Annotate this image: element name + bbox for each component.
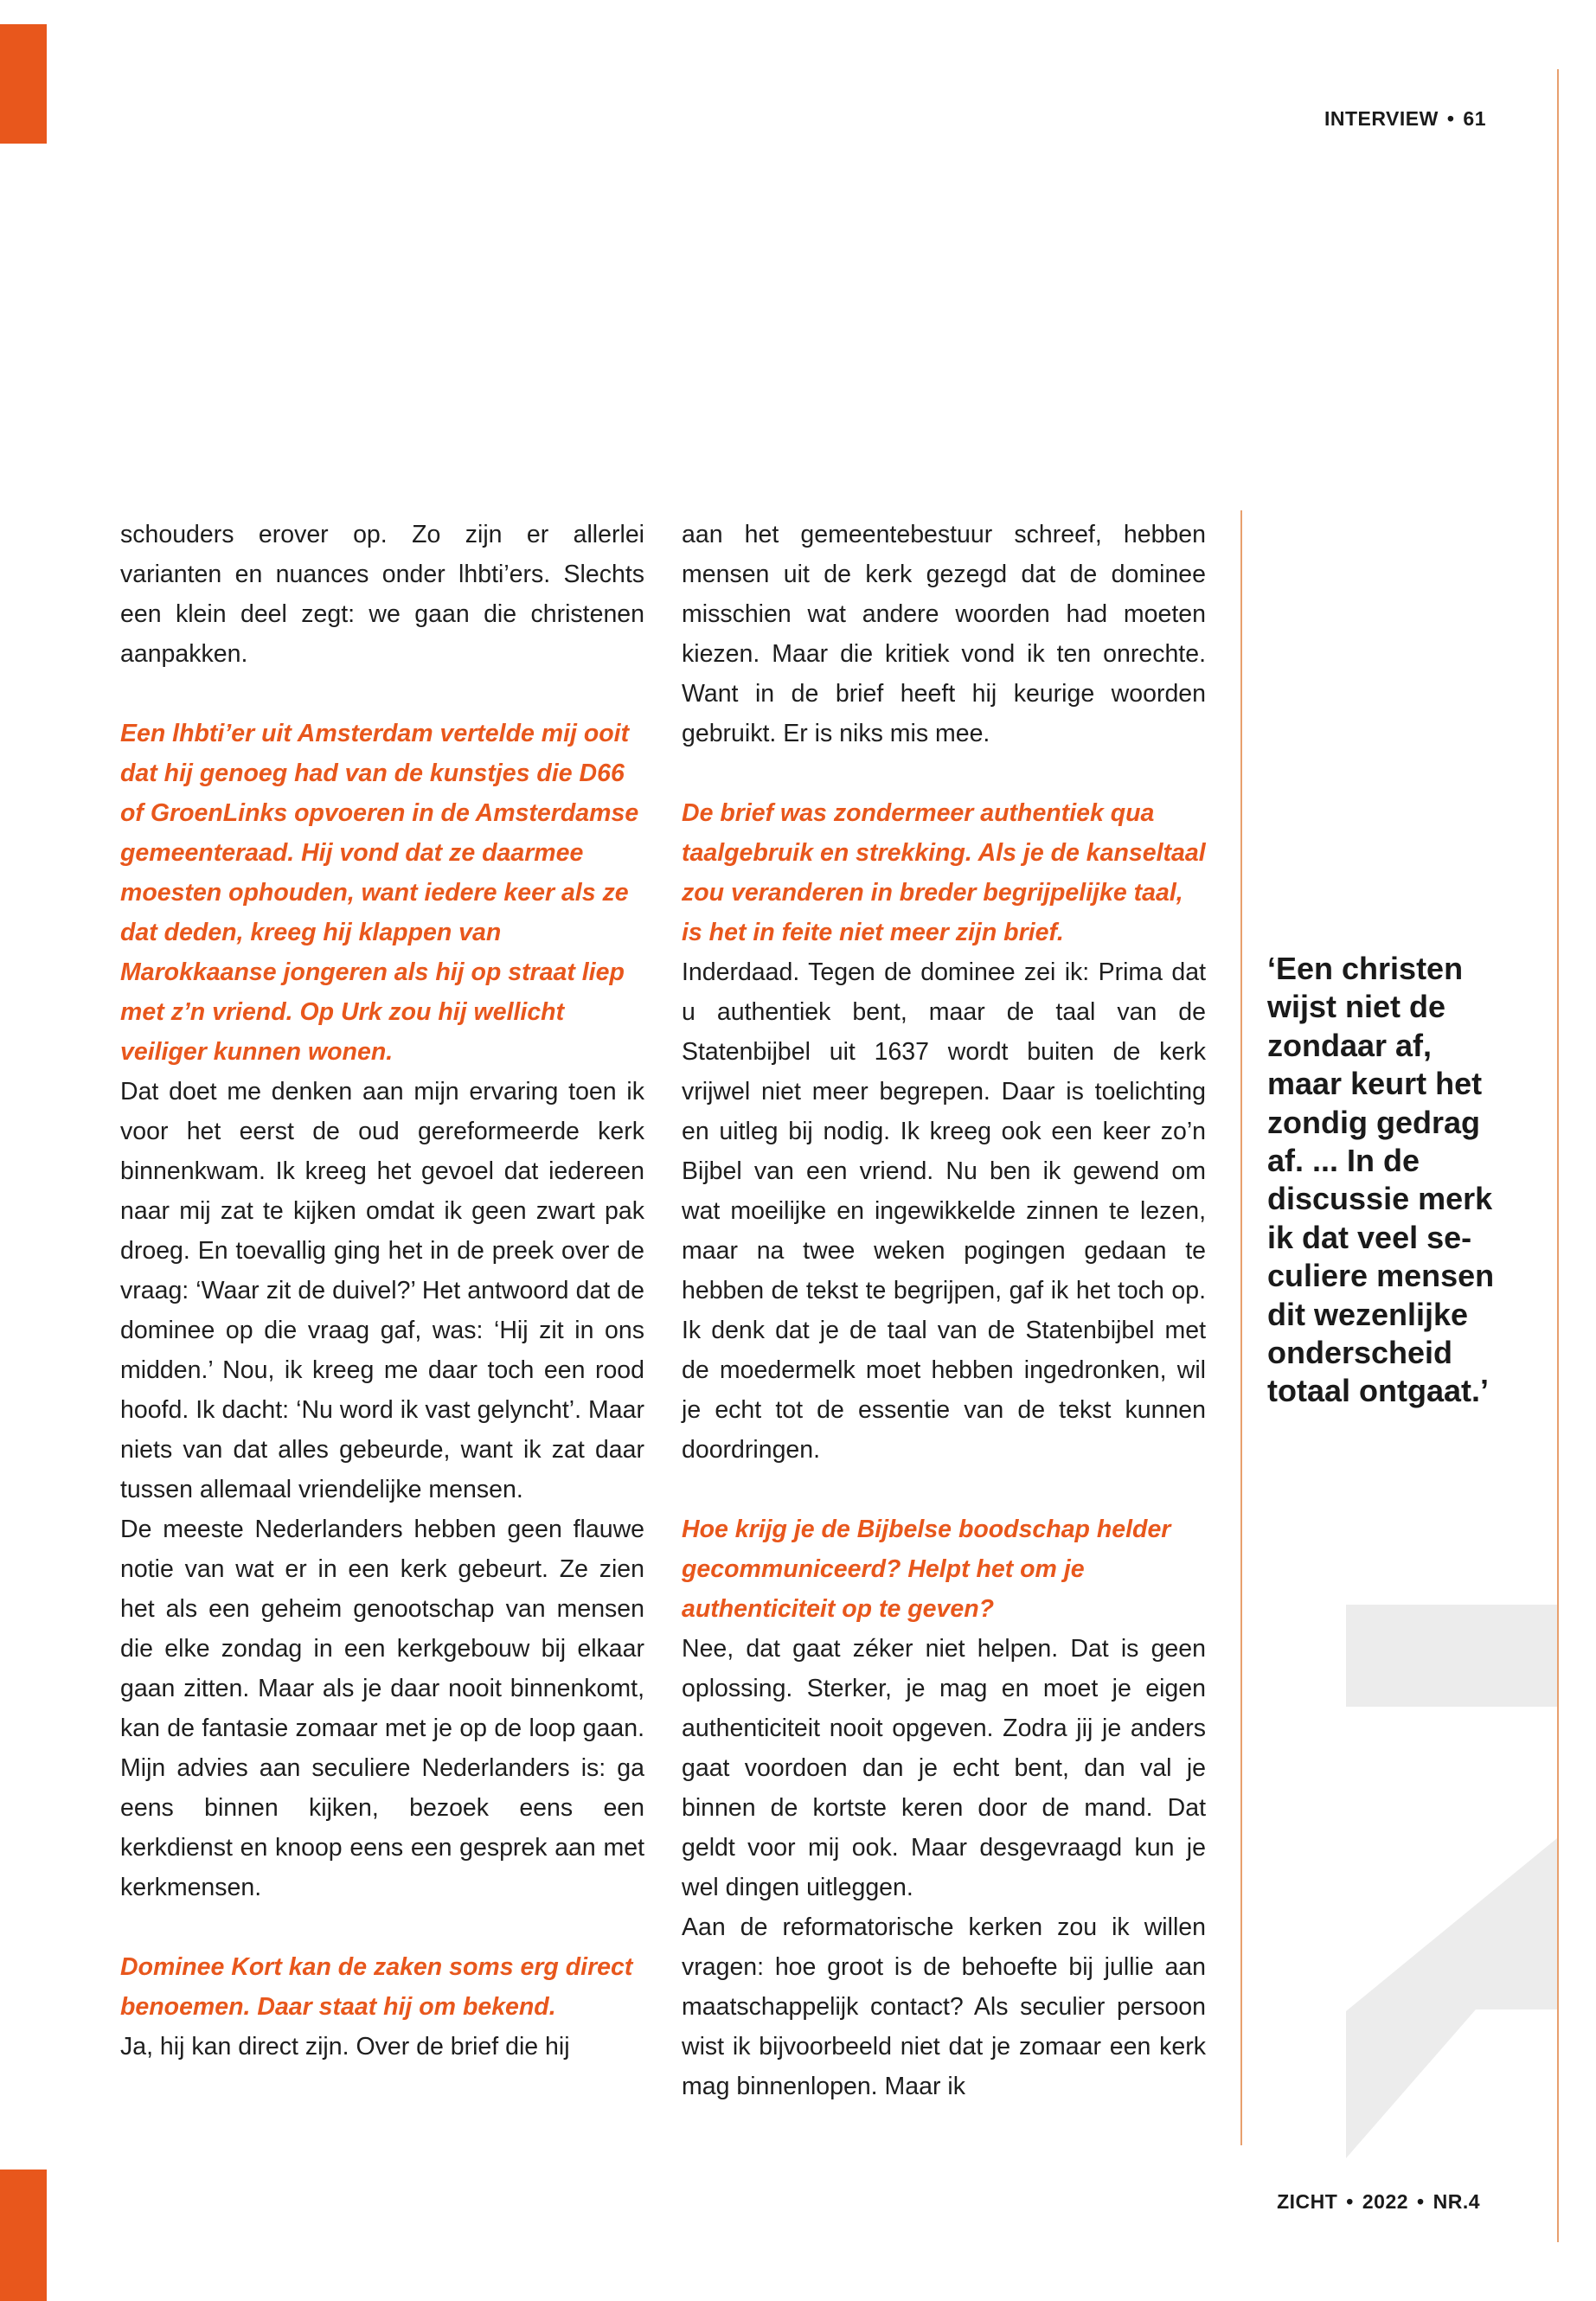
body-paragraph: Dat doet me denken aan mijn ervaring toen ik voor het eerst de oud gereformeerde kerk binnenkwam. Ik kreeg het gevoel dat iedereen naar mij zat te kijken omdat ik geen zwart pak droeg. En toevallig ging het in de preek over de vraag: ‘Waar zit de duivel?’ Het antwoord dat de dominee op die vraag gaf, was: ‘Hij zit in ons midden.’ Nou, ik kreeg me daar toch een rood hoofd. Ik dacht: ‘Nu word ik vast gelyncht’. Maar niets van dat alles gebeurde, want ik zat daar tussen allemaal vriendelijke mensen.	[120, 1078, 644, 1503]
body-paragraph: Inderdaad. Tegen de dominee zei ik: Prima dat u authentiek bent, maar de taal van de Statenbijbel uit 1637 wordt buiten de kerk vrijwel niet meer begrepen. Daar is toelichting en uitleg bij nodig. Ik kreeg ook een keer zo’n Bijbel van een vriend. Nu ben ik gewend om wat moeilijke en ingewikkelde zinnen te lezen, maar na twee weken pogingen gedaan te hebben de tekst te begrijpen, gaf ik het toch op. Ik denk dat je de taal van de Statenbijbel met de moedermelk moet hebben ingedronken, wil je echt tot de essentie van de tekst kunnen doordringen.	[682, 958, 1206, 1464]
page-number: 61	[1463, 107, 1486, 130]
interview-question: Dominee Kort kan de zaken soms erg direct benoemen. Daar staat hij om bekend.	[120, 1953, 633, 2021]
body-paragraph: schouders erover op. Zo zijn er allerlei varianten en nuances onder lhbti’ers. Slechts een klein deel zegt: we gaan die christenen aanpakken.	[120, 521, 644, 668]
section-label: INTERVIEW	[1324, 107, 1439, 130]
interview-question: Een lhbti’er uit Amsterdam vertelde mij ooit dat hij genoeg had van de kunstjes die D66 of GroenLinks opvoeren in de Amsterdamse gemeenteraad. Hij vond dat ze daarmee moesten ophouden, want iedere keer als ze dat deden, kreeg hij klappen van Marokkaanse jongeren als hij op straat liep met z’n vriend. Op Urk zou hij wellicht veiliger kunnen wonen.	[120, 720, 639, 1066]
magazine-name: ZICHT	[1277, 2190, 1338, 2213]
body-paragraph: De meeste Nederlanders hebben geen flauwe notie van wat er in een kerk gebeurt. Ze zien het als een geheim genootschap van mensen die elke zondag in een kerkgebouw bij elkaar gaan zitten. Maar als je daar nooit binnenkomt, kan de fantasie zomaar met je op de loop gaan. Mijn advies aan seculiere Nederlanders is: ga eens binnen kijken, bezoek eens een kerkdienst en knoop eens een gesprek aan met kerkmensen.	[120, 1516, 644, 1901]
pull-quote-line: discussie merk	[1267, 1181, 1493, 1217]
issue-year: 2022	[1362, 2190, 1409, 2213]
page-edge-rule	[1557, 69, 1559, 2242]
decorative-z-shape	[1346, 1605, 1557, 2158]
footer-separator: •	[1417, 2190, 1425, 2213]
pull-quote-line: onderscheid	[1267, 1335, 1453, 1371]
accent-tab-bottom	[0, 2170, 47, 2301]
pull-quote-line: maar keurt het	[1267, 1066, 1483, 1102]
page-footer	[1277, 2190, 1480, 2214]
pull-quote-line: af. ... In de	[1267, 1143, 1420, 1179]
header-separator: •	[1446, 107, 1455, 130]
interview-question: De brief was zondermeer authentiek qua taalgebruik en strekking. Als je de kanseltaal zou veranderen in breder begrijpelijke taal, is het in feite niet meer zijn brief.	[682, 799, 1206, 946]
pull-quote-line: zondaar af,	[1267, 1027, 1433, 1063]
accent-tab-top	[0, 24, 47, 144]
pull-quote-line: totaal ontgaat.’	[1267, 1373, 1490, 1409]
pull-quote	[1267, 950, 1544, 1411]
body-paragraph: Nee, dat gaat zéker niet helpen. Dat is geen oplossing. Sterker, je mag en moet je eigen authenticiteit nooit opgeven. Zodra jij je anders gaat voordoen dan je echt bent, dan val je binnen de kortste keren door de mand. Dat geldt voor mij ook. Maar desgevraagd kun je wel dingen uitleggen.	[682, 1635, 1206, 1901]
pull-quote-line: zondig gedrag	[1267, 1104, 1480, 1140]
interview-question: Hoe krijg je de Bijbelse boodschap helder gecommuniceerd? Helpt het om je authenticiteit op te geven?	[682, 1516, 1171, 1623]
pull-quote-line: wijst niet de	[1267, 989, 1446, 1025]
body-paragraph: Aan de reformatorische kerken zou ik willen vragen: hoe groot is de behoefte bij jullie aan maatschappelijk contact? Als seculier persoon wist ik bijvoorbeeld niet dat je zomaar een kerk mag binnenlopen. Maar ik	[682, 1913, 1206, 2100]
pull-quote-line: ik dat veel se-	[1267, 1219, 1472, 1255]
decorative-z-graphic	[1346, 1605, 1557, 2158]
body-paragraph: Ja, hij kan direct zijn. Over de brief die hij	[120, 2033, 570, 2061]
column-divider-rule	[1240, 510, 1242, 2145]
pull-quote-line: culiere mensen	[1267, 1258, 1495, 1294]
pull-quote-line: ‘Een christen	[1267, 951, 1464, 986]
page-header	[1324, 107, 1486, 131]
left-column	[120, 515, 644, 2067]
right-column	[682, 515, 1206, 2106]
footer-separator: •	[1346, 2190, 1354, 2213]
issue-number: NR.4	[1433, 2190, 1480, 2213]
body-paragraph: aan het gemeentebestuur schreef, hebben mensen uit de kerk gezegd dat de dominee misschien wat andere woorden had moeten kiezen. Maar die kritiek vond ik ten onrechte. Want in de brief heeft hij keurige woorden gebruikt. Er is niks mis mee.	[682, 521, 1206, 747]
pull-quote-line: dit wezenlijke	[1267, 1296, 1469, 1332]
